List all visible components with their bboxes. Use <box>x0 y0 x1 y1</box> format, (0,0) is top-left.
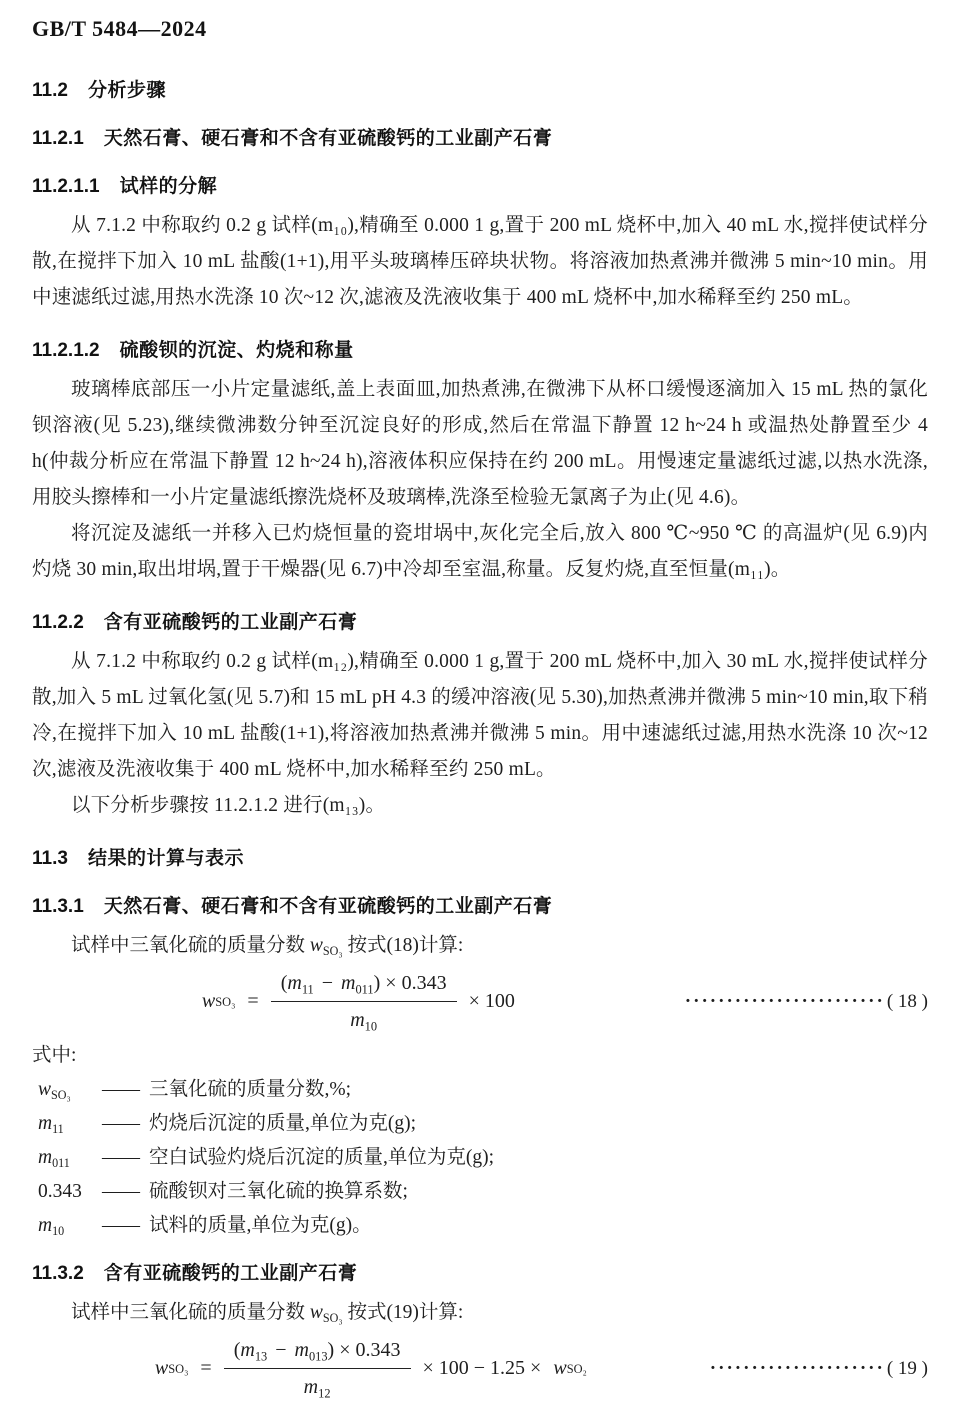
variable-w: w <box>154 1357 169 1379</box>
heading-number: 11.2 <box>32 80 68 101</box>
coefficient: ) × 0.343 <box>327 1339 401 1361</box>
fraction-denominator <box>304 1369 331 1400</box>
heading-number: 11.3 <box>32 848 68 869</box>
variable-w: w <box>309 935 323 956</box>
section-heading-11-2-2 <box>32 610 928 636</box>
symbol-subscript: 011 <box>52 1156 70 1171</box>
section-heading-11-3 <box>32 846 928 872</box>
section-heading-11-2-1-1 <box>32 174 928 200</box>
heading-title: 结果的计算与表示 <box>87 848 244 869</box>
definition-item-wso3 <box>38 1073 928 1107</box>
variable-subscript: SO₃ <box>322 1311 343 1326</box>
variable-subscript: 12 <box>318 1386 331 1401</box>
variable-m12: m <box>303 1376 319 1398</box>
definition-dash: —— <box>102 1215 139 1236</box>
equals-sign: = <box>247 990 259 1012</box>
paren: ( <box>280 972 288 994</box>
definition-text: 硫酸钡对三氧化硫的换算系数; <box>149 1181 408 1202</box>
variable-m011: m <box>341 972 356 994</box>
variable-subscript: 10 <box>364 1019 378 1034</box>
variable-subscript: 11 <box>301 982 314 997</box>
variable-subscript: 13 <box>254 1349 268 1364</box>
heading-title: 天然石膏、硬石膏和不含有亚硫酸钙的工业副产石膏 <box>103 896 553 917</box>
definition-item-m10 <box>38 1209 928 1243</box>
symbol-subscript: 11 <box>52 1122 64 1137</box>
symbol-base: w <box>38 1079 52 1100</box>
dot-leader: ····················· <box>709 1357 885 1379</box>
symbol <box>38 1209 102 1243</box>
variable-m11: m <box>287 972 302 994</box>
symbol-base: m <box>38 1215 53 1236</box>
variable-subscript: 013 <box>308 1349 328 1364</box>
definition-dash: —— <box>102 1181 139 1202</box>
heading-title: 分析步骤 <box>87 80 166 101</box>
definition-item-m011 <box>38 1141 928 1175</box>
section-heading-11-2 <box>32 78 928 104</box>
heading-title: 含有亚硫酸钙的工业副产石膏 <box>103 612 358 633</box>
multiplier: × 100 − 1.25 × <box>422 1357 542 1379</box>
variable-m13: m <box>240 1339 255 1361</box>
section-heading-11-2-1 <box>32 126 928 152</box>
variable-subscript: 011 <box>355 982 374 997</box>
paragraph-followup-note: 以下分析步骤按 11.2.1.2 进行(m₁₃)。 <box>71 795 386 816</box>
symbol-base: 0.343 <box>38 1181 82 1202</box>
variable-w: w <box>201 990 216 1012</box>
heading-number: 11.2.1 <box>32 128 84 149</box>
equation-reference-18 <box>685 991 928 1013</box>
minus-sign: − <box>321 972 334 994</box>
symbol <box>38 1141 102 1175</box>
variable-wso2: w <box>553 1357 567 1379</box>
intro-text: 试样中三氧化硫的质量分数 <box>71 1302 310 1323</box>
heading-title: 硫酸钡的沉淀、灼烧和称量 <box>119 340 354 361</box>
equation-number: ( 18 ) <box>886 990 928 1012</box>
equals-sign: = <box>200 1357 212 1379</box>
heading-number: 11.3.1 <box>32 896 84 917</box>
paragraph-precipitation: 玻璃棒底部压一小片定量滤纸,盖上表面皿,加热煮沸,在微沸下从杯口缓慢逐滴加入 15 mL 热的氯化钡溶液(见 5.23),继续微沸数分钟至沉淀良好的形成,然后在常温下静置 12 h~24 h 或温热处静置至少 4 h(仲裁分析应在常温下静置 12 h~24 h),溶液体积应保持在约 200 mL。用慢速定量滤纸过滤,以热水洗涤,用胶头擦棒和一小片定量滤纸擦洗烧杯及玻璃棒,洗涤至检验无氯离子为止(见 4.6)。 <box>32 379 928 508</box>
intro-text: 按式(18)计算: <box>342 935 464 956</box>
definition-item-coefficient <box>38 1175 928 1209</box>
symbol <box>38 1073 102 1107</box>
definition-item-m11 <box>38 1107 928 1141</box>
paragraph-ignition: 将沉淀及滤纸一并移入已灼烧恒量的瓷坩埚中,灰化完全后,放入 800 ℃~950 ℃ 的高温炉(见 6.9)内灼烧 30 min,取出坩埚,置于干燥器(见 6.7)中冷却至室温,称量。反复灼烧,直至恒量(m₁₁)。 <box>32 523 928 580</box>
paragraph-sample-decomposition: 从 7.1.2 中称取约 0.2 g 试样(m₁₀),精确至 0.000 1 g,置于 200 mL 烧杯中,加入 40 mL 水,搅拌使试样分散,在搅拌下加入 10 mL 盐酸(1+1),用平头玻璃棒压碎块状物。将溶液加热煮沸并微沸 5 min~10 min。用中速滤纸过滤,用热水洗涤 10 次~12 次,滤液及洗液收集于 400 mL 烧杯中,加水稀释至约 250 mL。 <box>32 215 928 308</box>
intro-text: 试样中三氧化硫的质量分数 <box>71 935 310 956</box>
definition-dash: —— <box>102 1147 139 1168</box>
heading-title: 含有亚硫酸钙的工业副产石膏 <box>103 1263 358 1284</box>
section-heading-11-2-1-2 <box>32 338 928 364</box>
definition-text: 试料的质量,单位为克(g)。 <box>149 1215 372 1236</box>
heading-title: 试样的分解 <box>119 176 218 197</box>
variable-m013: m <box>294 1339 309 1361</box>
formula-19-expression: w SO₃ = $\frac{(m_{13} - m_{013}) \times 0.343}{m_{12}}$ × 100 − 1.25 × w SO₂ <box>154 1339 587 1401</box>
fraction-numerator <box>271 970 457 1002</box>
section-heading-11-3-2 <box>32 1261 928 1287</box>
equation-reference-19 <box>710 1358 928 1380</box>
standard-number: GB/T 5484—2024 <box>32 16 207 41</box>
symbol <box>38 1175 102 1209</box>
definition-text: 空白试验灼烧后沉淀的质量,单位为克(g); <box>149 1147 495 1168</box>
variable-subscript: SO₃ <box>322 944 343 959</box>
symbol-base: m <box>38 1147 53 1168</box>
definition-text: 三氧化硫的质量分数,%; <box>149 1079 352 1100</box>
formula-19-intro <box>32 1295 928 1331</box>
heading-number: 11.2.1.2 <box>32 340 100 361</box>
definition-dash: —— <box>102 1079 139 1100</box>
fraction <box>271 970 457 1033</box>
variable-m10: m <box>350 1009 365 1031</box>
formula-19 <box>32 1337 928 1400</box>
heading-number: 11.2.1.1 <box>32 176 100 197</box>
fraction-denominator <box>350 1002 377 1033</box>
formula-18-expression: w SO₃ = $\frac{(m_{11} - m_{011}) \times 0.343}{m_{10}}$ × 100 <box>201 972 515 1034</box>
heading-number: 11.3.2 <box>32 1263 84 1284</box>
equation-number: ( 19 ) <box>886 1357 928 1379</box>
heading-number: 11.2.2 <box>32 612 84 633</box>
variable-w: w <box>309 1302 323 1323</box>
formula-18 <box>32 970 928 1033</box>
formula-18-intro <box>32 928 928 964</box>
multiplier: × 100 <box>468 990 515 1012</box>
intro-text: 按式(19)计算: <box>342 1302 464 1323</box>
definition-text: 灼烧后沉淀的质量,单位为克(g); <box>149 1113 417 1134</box>
paren: ( <box>233 1339 241 1361</box>
dot-leader: ························ <box>684 990 885 1012</box>
symbol-subscript: SO₃ <box>51 1088 71 1103</box>
heading-title: 天然石膏、硬石膏和不含有亚硫酸钙的工业副产石膏 <box>103 128 553 149</box>
definition-dash: —— <box>102 1113 139 1134</box>
minus-sign: − <box>275 1339 287 1361</box>
coefficient: ) × 0.343 <box>373 972 447 994</box>
paragraph-byproduct-gypsum: 从 7.1.2 中称取约 0.2 g 试样(m₁₂),精确至 0.000 1 g,置于 200 mL 烧杯中,加入 30 mL 水,搅拌使试样分散,加入 5 mL 过氧化氢(见 5.7)和 15 mL pH 4.3 的缓冲溶液(见 5.30),加热煮沸并微沸 5 min~10 min,取下稍冷,在搅拌下加入 10 mL 盐酸(1+1),将溶液加热煮沸并微沸 5 min。用中速滤纸过滤,用热水洗涤 10 次~12 次,滤液及洗液收集于 400 mL 烧杯中,加水稀释至约 250 mL。 <box>32 651 928 780</box>
fraction-numerator <box>224 1337 411 1369</box>
symbol-base: m <box>38 1113 53 1134</box>
symbol <box>38 1107 102 1141</box>
section-heading-11-3-1 <box>32 894 928 920</box>
where-clause-label: 式中: <box>32 1045 77 1066</box>
fraction <box>224 1337 411 1400</box>
symbol-subscript: 10 <box>52 1224 65 1239</box>
